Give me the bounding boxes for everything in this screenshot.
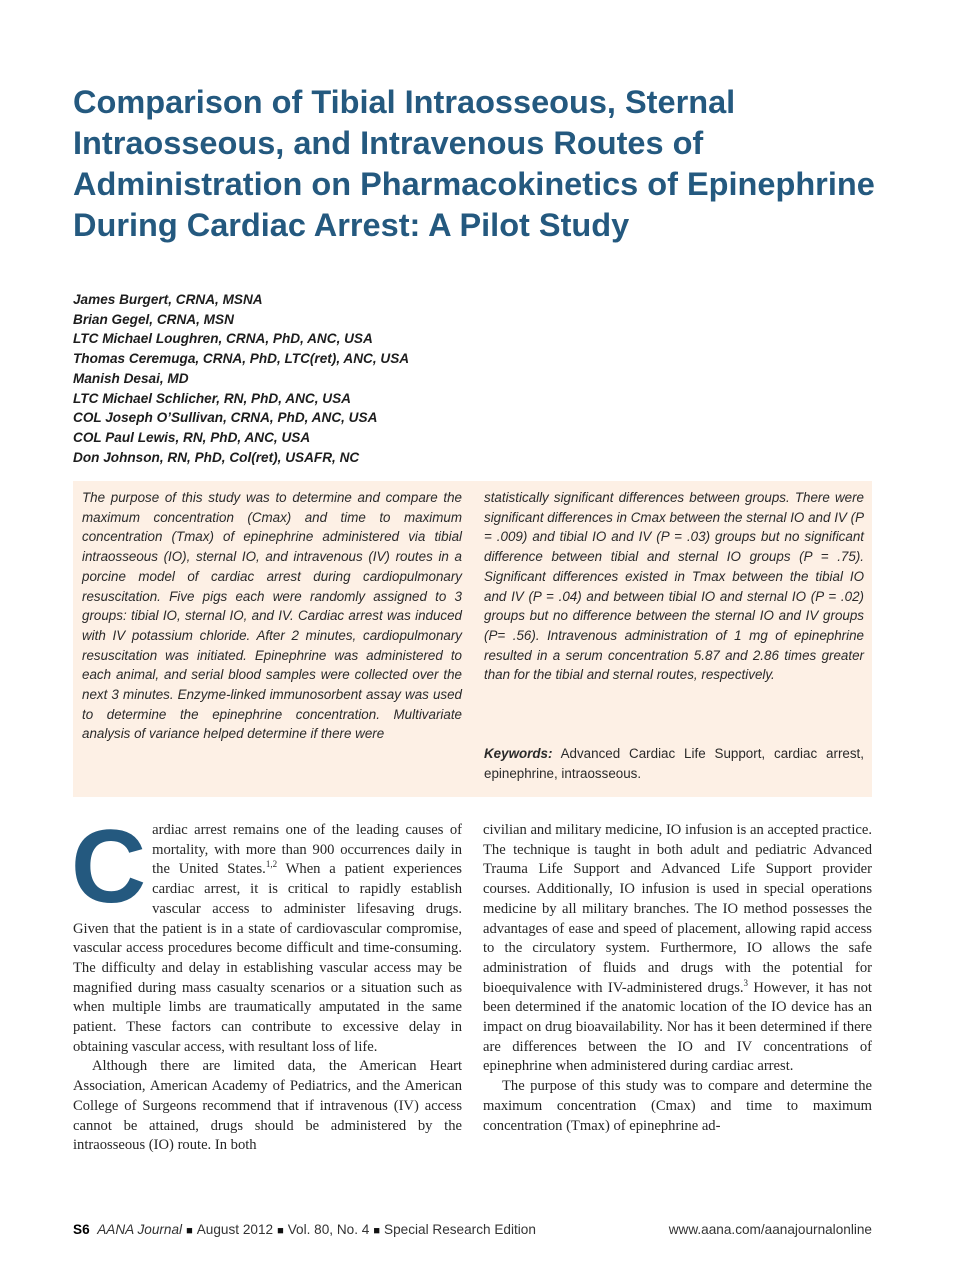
page-footer [73, 1222, 872, 1242]
journal-name: AANA Journal [97, 1222, 183, 1237]
square-separator-icon: ■ [277, 1225, 284, 1237]
volume-info: Vol. 80, No. 4 [287, 1222, 370, 1237]
body-paragraph [483, 821, 872, 1077]
drop-cap: C [71, 809, 147, 925]
author-name: James Burgert, CRNA, MSNA [73, 292, 263, 307]
abstract-right-column: statistically significant differences between groups. There were significant differences in Cmax between the sternal IO and IV (P = .009) and tibial IO and IV (P = .03) groups but no significant difference between tibial and sternal IO groups (P = .75). Significant differences existed in Tmax between the tibial IO and IV (P = .04) and between tibial IO and sternal IO (P = .02) groups but no difference between the sternal IO and IV groups (P= .56). Intravenous administration of 1 mg of epinephrine resulted in a serum concentration 5.87 and 2.86 times greater than for the tibial and sternal routes, respectively. [484, 490, 864, 683]
body-right-column [483, 821, 872, 1136]
author-name: Brian Gegel, CRNA, MSN [73, 311, 234, 327]
keywords [484, 744, 864, 783]
author-name: COL Joseph O’Sullivan, CRNA, PhD, ANC, USA [73, 410, 378, 426]
author-name: Don Johnson, RN, PhD, Col(ret), USAFR, NC [73, 449, 360, 465]
body-text: When a patient experiences cardiac arrest, it is critical to rapidly establish vascular access to administer lifesaving drugs. Given that the patient is in a state of cardiovascular compromise, vascular access procedures become difficult and time-consuming. The difficulty and delay in establishing vascular access may be magnified during mass casualty scenarios or a situation such as when multiple limbs are traumatically amputated in the same patient. These factors can contribute to excessive delay in obtaining vascular access, with resultant loss of life. [73, 861, 462, 1055]
article-title: Comparison of Tibial Intraosseous, Sternal Intraosseous, and Intravenous Routes of Administration on Pharmacokinetics of Epinephrine During Cardiac Arrest: A Pilot Study [73, 84, 875, 243]
author-name: Thomas Ceremuga, CRNA, PhD, LTC(ret), ANC, USA [73, 351, 410, 367]
author-name: LTC Michael Loughren, CRNA, PhD, ANC, USA [73, 331, 373, 347]
body-text: However, it has not been determined if the anatomic location of the IO device has an impact on drug bioavailability. Nor has it been determined if there are differences between the IO and IV concentrations of epinephrine when administered during cardiac arrest. [483, 979, 872, 1075]
author-list [73, 290, 409, 467]
footer-citation [73, 1222, 536, 1237]
square-separator-icon: ■ [186, 1225, 193, 1237]
keywords-text: Advanced Cardiac Life Support, cardiac arrest, epinephrine, intraosseous. [484, 746, 864, 781]
keywords-label: Keywords: [484, 746, 553, 761]
body-left-column [71, 809, 462, 1156]
citation-superscript: 3 [743, 977, 749, 988]
citation-superscript: 1,2 [265, 859, 278, 870]
body-text: civilian and military medicine, IO infusion is an accepted practice. The technique is taught in both adult and pediatric Advanced Trauma Life Support and Advanced Life Support provider courses. Additionally, IO infusion is used in special operations medicine by all military branches. The IO method possesses the advantages of ease and speed of placement, allowing rapid access to the circulatory system. Furthermore, IO allows the safe administration of fluids and drugs with the potential for bioequivalence with IV-administered drugs. [483, 822, 872, 996]
body-paragraph [71, 809, 462, 1057]
author-name: COL Paul Lewis, RN, PhD, ANC, USA [73, 429, 311, 445]
body-text: ardiac arrest remains one of the leading causes of mortality, with more than 900 occurrences daily in the United States. [152, 822, 462, 878]
edition-label: Special Research Edition [384, 1222, 536, 1237]
author-name: LTC Michael Schlicher, RN, PhD, ANC, USA [73, 390, 351, 406]
body-paragraph: The purpose of this study was to compare and determine the maximum concentration (Cmax) and time to maximum concentration (Tmax) of epinephrine ad- [483, 1078, 872, 1134]
body-paragraph: Although there are limited data, the American Heart Association, American Academy of Pediatrics, and the American College of Surgeons recommend that if intravenous (IV) access cannot be attained, drugs should be administered by the intraosseous (IO) route. In both [73, 1058, 462, 1154]
square-separator-icon: ■ [373, 1225, 381, 1237]
journal-url-link[interactable]: www.aana.com/aanajournalonline [668, 1222, 872, 1237]
author-name: Manish Desai, MD [73, 370, 189, 386]
page-number: S6 [73, 1222, 90, 1237]
abstract-left-column: The purpose of this study was to determine and compare the maximum concentration (Cmax) and time to maximum concentration (Tmax) of epinephrine administered via tibial intraosseous (IO), sternal IO, and intravenous (IV) routes in a porcine model of cardiac arrest during cardiopulmonary resuscitation. Five pigs each were randomly assigned to 3 groups: tibial IO, sternal IO, and IV. Cardiac arrest was induced with IV potassium chloride. After 2 minutes, cardiopulmonary resuscitation was initiated. Epinephrine was administered to each animal, and serial blood samples were collected over the next 3 minutes. Enzyme-linked immunosorbent assay was used to determine the epinephrine concentration. Multivariate analysis of variance helped determine if there were [82, 490, 462, 742]
issue-date: August 2012 [196, 1222, 274, 1237]
